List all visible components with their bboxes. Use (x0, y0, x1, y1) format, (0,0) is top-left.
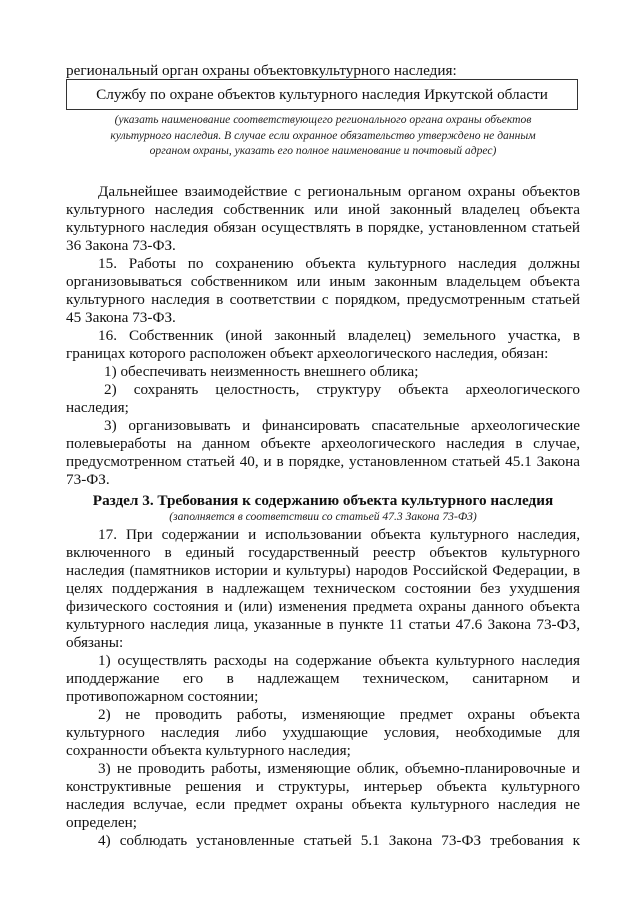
section-note: (заполняется в соответствии со статьей 47.3 Закона 73-ФЗ) (169, 510, 477, 523)
section-title: Раздел 3. Требования к содержанию объекта культурного наследия (92, 492, 554, 509)
paragraph-line: наследия вслучае, если предмет охраны объекта культурного наследия не (66, 796, 580, 813)
paragraph-line: культурного наследия либо ухудшающие условия, необходимые для (66, 724, 580, 741)
paragraph-line: культурного наследия собственник или иной законный владелец объекта (66, 201, 580, 218)
paragraph-line: конструктивные решения и структуры, интерьер объекта культурного (66, 778, 580, 795)
paragraph-line: 45 Закона 73-ФЗ. (66, 309, 176, 326)
paragraph-line: 1) обеспечивать неизменность внешнего облика; (104, 363, 419, 380)
paragraph-line: культурного наследия обязан осуществлять в порядке, установленном статьей (66, 219, 580, 236)
paragraph-line: полевыеработы на данном объекте археологического наследия в случае, (66, 435, 580, 452)
paragraph-line: 16. Собственник (иной законный владелец) земельного участка, в (98, 327, 580, 344)
paragraph-line: 36 Закона 73-ФЗ. (66, 237, 176, 254)
paragraph-line: Дальнейшее взаимодействие с региональным органом охраны объектов (98, 183, 580, 200)
paragraph-line: 73-ФЗ. (66, 471, 110, 488)
paragraph-line: 4) соблюдать установленные статьей 5.1 Закона 73-ФЗ требования к (98, 832, 580, 849)
paragraph-line: включенного в единый государственный реестр объектов культурного (66, 544, 580, 561)
paragraph-line: физического состояния и (или) изменения предмета охраны данного объекта (66, 598, 580, 615)
paragraph-line: определен; (66, 814, 137, 831)
paragraph-line: иподдержание его в надлежащем техническом, санитарном и (66, 670, 580, 687)
paragraph-line: наследия (памятников истории и культуры) народов Российской Федерации, в (66, 562, 580, 579)
paragraph-line: 17. При содержании и использовании объекта культурного наследия, (98, 526, 580, 543)
paragraph-line: 2) сохранять целостность, структуру объекта археологического (104, 381, 580, 398)
paragraph-line: 2) не проводить работы, изменяющие предмет охраны объекта (98, 706, 580, 723)
paragraph-line: границах которого расположен объект археологического наследия, обязан: (66, 345, 549, 362)
paragraph-line: предусмотренном статьей 40, и в порядке, установленном статьей 45.1 Закона (66, 453, 580, 470)
paragraph-line: 3) не проводить работы, изменяющие облик, объемно-планировочные и (98, 760, 580, 777)
organ-note (66, 112, 580, 159)
paragraph-line: организовываться собственником или иным законным владельцем объекта (66, 273, 580, 290)
paragraph-line: обязаны: (66, 634, 124, 651)
paragraph-line: 15. Работы по сохранению объекта культурного наследия должны (98, 255, 580, 272)
organ-note-line: (указать наименование соответствующего регионального органа охраны объектов (114, 113, 532, 126)
organ-note-line: органом охраны, указать его полное наименование и почтовый адрес) (149, 144, 497, 157)
paragraph-line: наследия; (66, 399, 129, 416)
paragraph-line: противопожарном состоянии; (66, 688, 259, 705)
organ-note-line: культурного наследия. В случае если охранное обязательство утверждено не данным (110, 128, 536, 142)
paragraph-line: сохранности объекта культурного наследия; (66, 742, 351, 759)
paragraph-line: 1) осуществлять расходы на содержание объекта культурного наследия (98, 652, 580, 669)
paragraph-line: 3) организовывать и финансировать спасательные археологические (104, 417, 580, 434)
paragraph-line: целях поддержания в надлежащем техническом состоянии без ухудшения (66, 580, 580, 597)
paragraph-line: культурного наследия в соответствии с порядком, предусмотренным статьей (66, 291, 580, 308)
organ-name-field: Службу по охране объектов культурного наследия Иркутской области (66, 79, 578, 110)
paragraph-line: культурного наследия лица, указанные в пункте 11 статьи 47.6 Закона 73-ФЗ, (66, 616, 580, 633)
organ-label: региональный орган охраны объектовкультурного наследия: (66, 62, 457, 79)
